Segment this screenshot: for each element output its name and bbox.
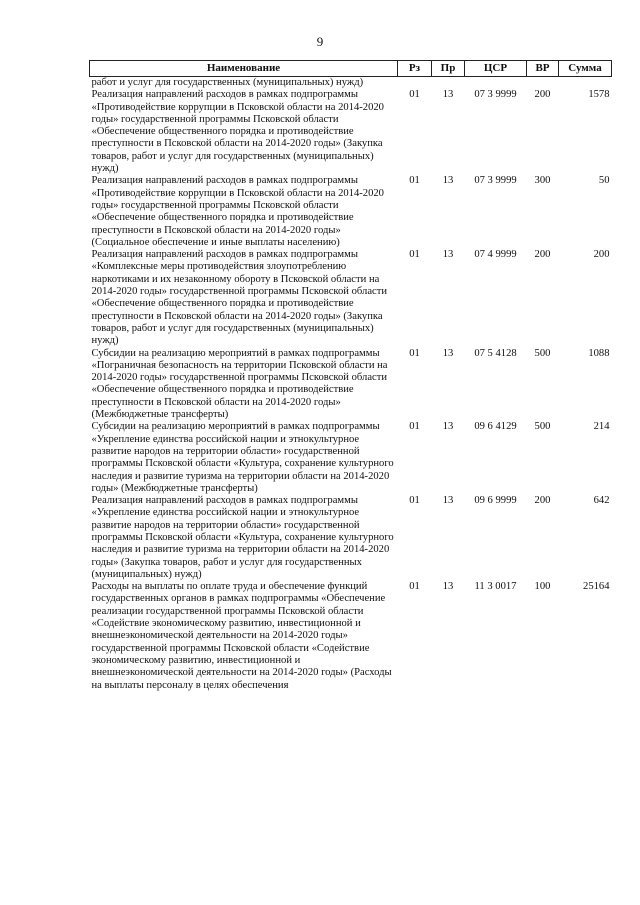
row-csr: 09 6 4129 bbox=[474, 421, 517, 433]
row-rz: 01 bbox=[409, 249, 420, 261]
row-name: Субсидии на реализацию мероприятий в рамках подпрограммы «Пограничная безопасность на территории Псковской области на 2014-2020 годы» государственной программы Псковской области «Обеспечение общественного порядка и противодействие преступности в Псковской области на 2014-2020 годы» (Межбюджетные трансферты) bbox=[91, 347, 388, 421]
row-vr: 500 bbox=[534, 347, 551, 359]
row-sum: 642 bbox=[593, 495, 610, 507]
row-rz: 01 bbox=[409, 421, 420, 433]
row-csr: 07 3 9999 bbox=[474, 89, 517, 101]
row-rz: 01 bbox=[409, 89, 420, 101]
header-pr: Пр bbox=[432, 61, 465, 77]
row-name: Расходы на выплаты по оплате труда и обеспечение функций государственных органов в рамках подпрограммы «Обеспечение реализации государственной программы Псковской области «Содействие экономическому развитию, инвестиционной и внешнеэкономической деятельности на 2014-2020 годы» государственной программы Псковской области «Содействие экономическому развитию, инвестиционной и внешнеэкономической деятельности на 2014-2020 годы» (Расходы на выплаты персоналу в целях обеспечения bbox=[91, 581, 392, 691]
row-name: Субсидии на реализацию мероприятий в рамках подпрограммы «Укрепление единства российской нации и этнокультурное развитие народов на территории области» государственной программы Псковской области «Культура, сохранение культурного наследия и развитие туризма на территории области на 2014-2020 годы» (Межбюджетные трансферты) bbox=[91, 421, 394, 494]
header-sum: Сумма bbox=[559, 61, 612, 77]
page-number: 9 bbox=[316, 34, 324, 49]
row-name: Реализация направлений расходов в рамках подпрограммы «Комплексные меры противодействия злоупотреблению наркотиками и их незаконному обороту в Псковской области на 2014-2020 годы» государственной программы Псковской области «Обеспечение общественного порядка и противодействие преступности в Псковской области на 2014-2020 годы» (Закупка товаров, работ и услуг для государственных (муниципальных) нужд) bbox=[91, 249, 388, 347]
row-vr: 100 bbox=[534, 581, 551, 593]
row-sum: 200 bbox=[593, 249, 610, 261]
table-row bbox=[90, 421, 612, 495]
row-vr: 200 bbox=[534, 89, 551, 101]
row-csr: 07 3 9999 bbox=[474, 175, 517, 187]
row-csr: 09 6 9999 bbox=[474, 495, 517, 507]
row-sum: 214 bbox=[593, 421, 610, 433]
row-sum: 1088 bbox=[588, 347, 610, 359]
row-rz: 01 bbox=[409, 347, 420, 359]
continuation-text: работ и услуг для государственных (муниципальных) нужд) bbox=[91, 77, 364, 88]
header-name: Наименование bbox=[90, 61, 398, 77]
row-vr: 200 bbox=[534, 495, 551, 507]
table-row-continuation bbox=[90, 77, 612, 90]
table-row bbox=[90, 348, 612, 422]
header-csr: ЦСР bbox=[465, 61, 527, 77]
table-row bbox=[90, 495, 612, 581]
row-name: Реализация направлений расходов в рамках подпрограммы «Противодействие коррупции в Псковской области на 2014-2020 годы» государственной программы Псковской области «Обеспечение общественного порядка и противодействие преступности в Псковской области на 2014-2020 годы» (Закупка товаров, работ и услуг для государственных (муниципальных) нужд) bbox=[91, 89, 384, 175]
row-sum: 25164 bbox=[583, 581, 610, 593]
row-pr: 13 bbox=[442, 581, 454, 593]
row-rz: 01 bbox=[409, 581, 420, 593]
header-vr: ВР bbox=[527, 61, 559, 77]
row-rz: 01 bbox=[409, 175, 420, 187]
row-name: Реализация направлений расходов в рамках подпрограммы «Укрепление единства российской нации и этнокультурное развитие народов на территории области» государственной программы Псковской области «Культура, сохранение культурного наследия и развитие туризма на территории области на 2014-2020 годы» (Закупка товаров, работ и услуг для государственных (муниципальных) нужд) bbox=[91, 495, 394, 580]
row-pr: 13 bbox=[442, 89, 454, 101]
row-pr: 13 bbox=[442, 175, 454, 187]
row-rz: 01 bbox=[409, 495, 420, 507]
table-row bbox=[90, 89, 612, 175]
row-name: Реализация направлений расходов в рамках подпрограммы «Противодействие коррупции в Псковской области на 2014-2020 годы» государственной программы Псковской области «Обеспечение общественного порядка и противодействие преступности в Псковской области на 2014-2020 годы» (Социальное обеспечение и иные выплаты населению) bbox=[91, 175, 384, 248]
row-pr: 13 bbox=[442, 421, 454, 433]
row-pr: 13 bbox=[442, 249, 454, 261]
header-rz: Рз bbox=[398, 61, 432, 77]
table-row bbox=[90, 581, 612, 692]
row-vr: 200 bbox=[534, 249, 551, 261]
budget-table bbox=[89, 60, 612, 692]
row-sum: 1578 bbox=[588, 89, 610, 101]
table-row bbox=[90, 175, 612, 249]
row-csr: 07 4 9999 bbox=[474, 249, 517, 261]
row-csr: 07 5 4128 bbox=[474, 347, 517, 359]
row-csr: 11 3 0017 bbox=[474, 581, 517, 593]
row-vr: 500 bbox=[534, 421, 551, 433]
table-header-row bbox=[90, 61, 612, 77]
row-sum: 50 bbox=[598, 175, 610, 187]
table-row bbox=[90, 249, 612, 347]
row-pr: 13 bbox=[442, 495, 454, 507]
row-vr: 300 bbox=[534, 175, 551, 187]
row-pr: 13 bbox=[442, 347, 454, 359]
